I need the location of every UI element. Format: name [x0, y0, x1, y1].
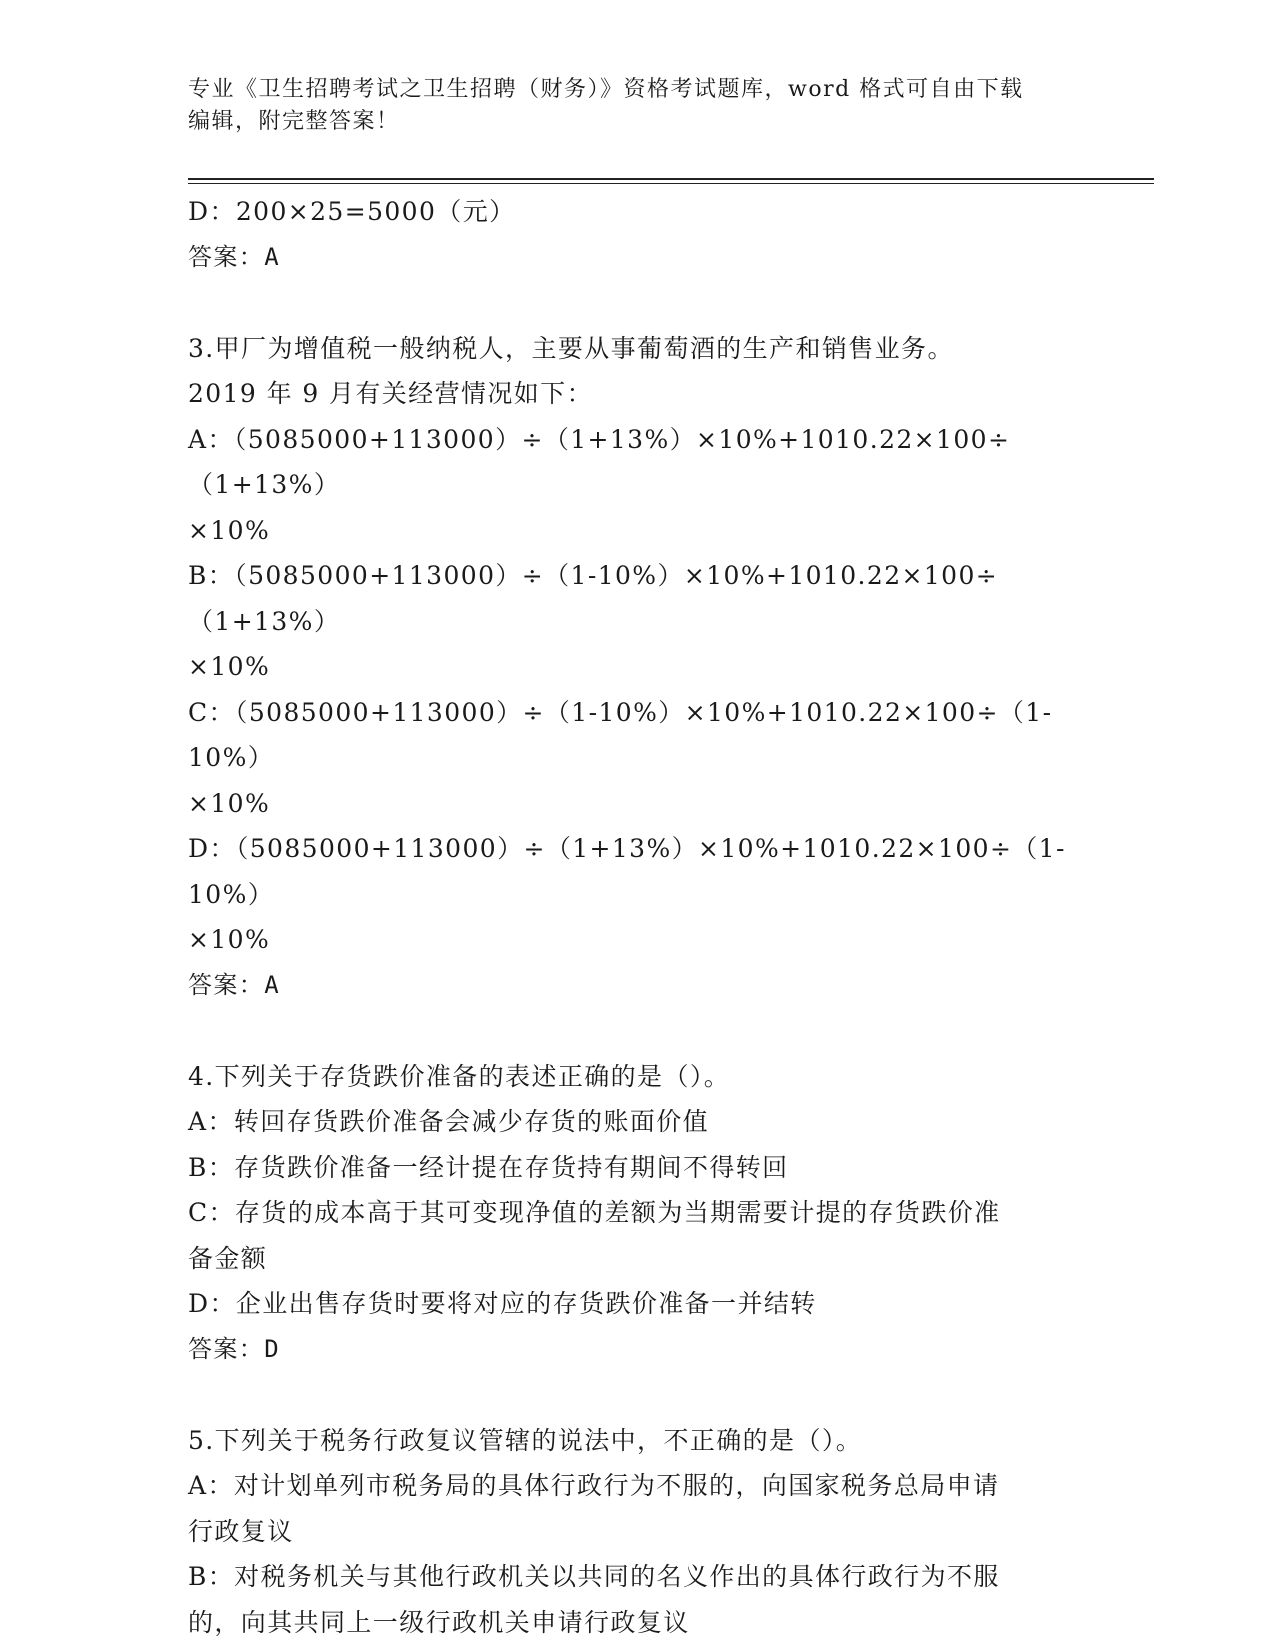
q3-stem-line-1: 3.甲厂为增值税一般纳税人，主要从事葡萄酒的生产和销售业务。 — [188, 333, 954, 363]
q4-option-a: A：转回存货跌价准备会减少存货的账面价值 — [188, 1107, 710, 1136]
q3-answer: 答案：A — [188, 970, 281, 999]
q2-answer: 答案：A — [188, 242, 281, 271]
q4-option-c-line-1: C：存货的成本高于其可变现净值的差额为当期需要计提的存货跌价准 — [188, 1198, 1001, 1227]
document-body — [188, 189, 1088, 1645]
spacer — [188, 280, 1088, 326]
q3-option-a-line-1: A：（5085000+113000）÷（1+13%）×10%+1010.22×100÷（1+13%） — [188, 424, 1011, 499]
question-4 — [188, 1054, 1088, 1373]
question-3 — [188, 326, 1088, 1009]
q4-stem: 4.下列关于存货跌价准备的表述正确的是（）。 — [188, 1061, 731, 1091]
header-rule-thin — [188, 183, 1154, 184]
q3-option-b-line-2: ×10% — [188, 652, 271, 681]
q2-option-d: D：200×25=5000（元） — [188, 197, 516, 226]
q3-option-a-line-2: ×10% — [188, 515, 271, 545]
q3-option-d-line-1: D：（5085000+113000）÷（1+13%）×10%+1010.22×100÷（1-10%） — [188, 834, 1066, 909]
q5-stem: 5.下列关于税务行政复议管辖的说法中，不正确的是（）。 — [188, 1425, 863, 1455]
header-line-2: 编辑，附完整答案！ — [188, 109, 400, 134]
q4-option-b: B：存货跌价准备一经计提在存货持有期间不得转回 — [188, 1152, 789, 1182]
q5-option-a-line-1: A：对计划单列市税务局的具体行政行为不服的，向国家税务总局申请 — [188, 1471, 1000, 1500]
q4-answer: 答案：D — [188, 1334, 281, 1363]
spacer — [188, 1372, 1088, 1418]
question-5 — [188, 1418, 1088, 1646]
q5-option-b-line-1: B：对税务机关与其他行政机关以共同的名义作出的具体行政行为不服 — [188, 1562, 1000, 1591]
spacer — [188, 1008, 1088, 1054]
q3-option-c-line-2: ×10% — [188, 788, 271, 818]
header-rule-thick — [188, 178, 1154, 180]
q3-option-b-line-1: B：（5085000+113000）÷（1-10%）×10%+1010.22×100÷（1+13%） — [188, 561, 999, 636]
q3-option-c-line-1: C：（5085000+113000）÷（1-10%）×10%+1010.22×100÷（1-10%） — [188, 697, 1053, 772]
q4-option-d: D：企业出售存货时要将对应的存货跌价准备一并结转 — [188, 1289, 817, 1318]
document-header — [188, 74, 1068, 138]
header-line-1: 专业《卫生招聘考试之卫生招聘（财务）》资格考试题库，word 格式可自由下载 — [188, 77, 1024, 102]
q3-option-d-line-2: ×10% — [188, 925, 271, 954]
q3-stem-line-2: 2019 年 9 月有关经营情况如下： — [188, 379, 593, 408]
q4-option-c-line-2: 备金额 — [188, 1243, 268, 1273]
question-2-tail — [188, 189, 1088, 280]
q5-option-b-line-2: 的，向其共同上一级行政机关申请行政复议 — [188, 1607, 690, 1637]
q5-option-a-line-2: 行政复议 — [188, 1516, 294, 1546]
